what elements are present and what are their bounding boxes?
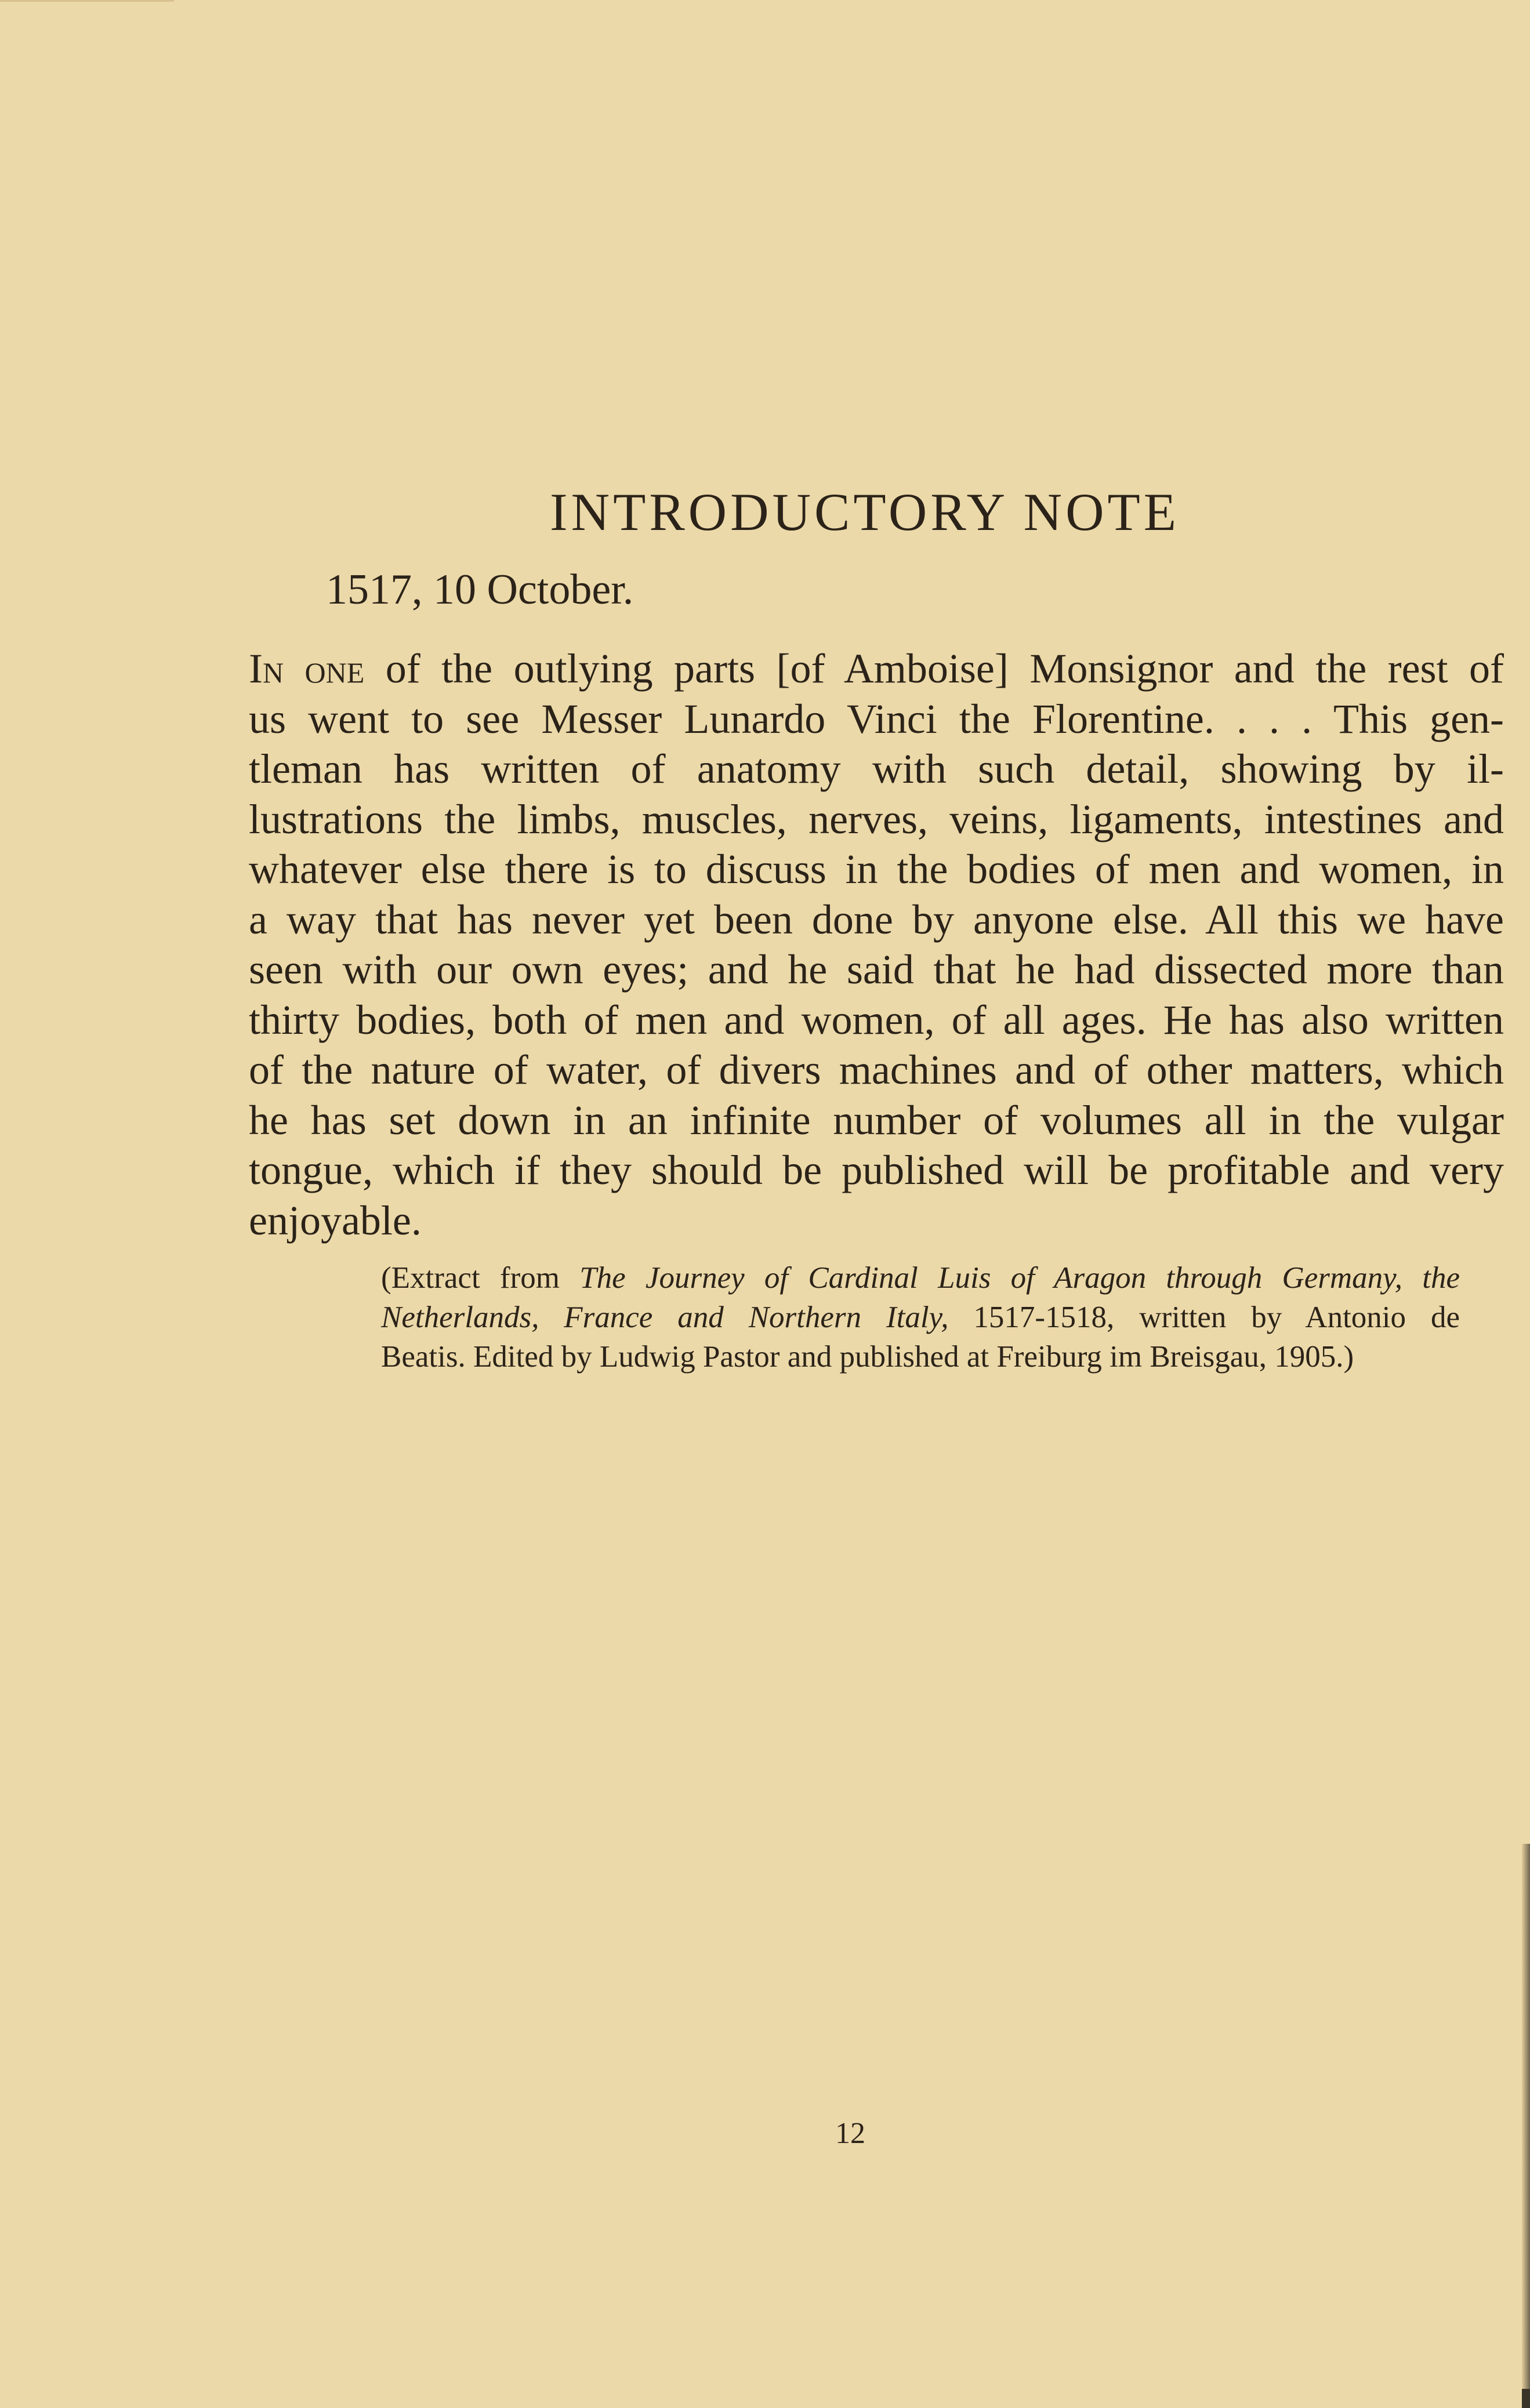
passage-line: enjoyable.: [249, 1197, 422, 1244]
passage-line: us went to see Messer Lunardo Vinci the Florentine. . . . This gen-: [249, 695, 1504, 742]
citation-text: (Extract from: [381, 1261, 580, 1295]
passage-line: thirty bodies, both of men and women, of all ages. He has also written: [249, 996, 1504, 1043]
passage-line: a way that has never yet been done by anyone else. All this we have: [249, 896, 1504, 943]
passage-line: lustrations the limbs, muscles, nerves, veins, ligaments, intestines and: [249, 796, 1504, 842]
passage-line: tongue, which if they should be published will be profitable and very: [249, 1147, 1504, 1193]
passage-text: of the outlying parts [of Amboise] Monsignor and the rest of: [364, 645, 1504, 692]
scan-edge-line: [0, 0, 174, 2]
quoted-passage: [249, 644, 1504, 1245]
book-title-italic: The Journey of Cardinal Luis of Aragon through Germany, the: [579, 1261, 1460, 1295]
passage-line: [249, 644, 1504, 694]
passage-line: whatever else there is to discuss in the bodies of men and women, in: [249, 846, 1504, 892]
page-number: 12: [835, 2117, 865, 2150]
small-caps-lead: In one: [249, 645, 365, 692]
page-title: INTRODUCTORY NOTE: [550, 482, 1180, 542]
passage-line: he has set down in an infinite number of volumes all in the vulgar: [249, 1096, 1504, 1143]
page-edge-corner: [1522, 2389, 1530, 2408]
passage-line: seen with our own eyes; and he said that he had dissected more than: [249, 946, 1504, 993]
book-title-italic: Netherlands, France and Northern Italy,: [381, 1301, 949, 1334]
citation-line: Beatis. Edited by Ludwig Pastor and published at Freiburg im Breisgau, 1905.): [381, 1340, 1354, 1374]
date-line: 1517, 10 October.: [326, 566, 634, 613]
citation-text: 1517-1518, written by Antonio de: [948, 1301, 1460, 1334]
passage-line: tleman has written of anatomy with such detail, showing by il-: [249, 746, 1504, 792]
source-citation: [381, 1258, 1460, 1376]
citation-line: [381, 1298, 1460, 1337]
citation-line: [381, 1258, 1460, 1298]
page-edge-shadow: [1522, 1844, 1530, 2408]
passage-line: of the nature of water, of divers machines and of other matters, which: [249, 1047, 1504, 1093]
